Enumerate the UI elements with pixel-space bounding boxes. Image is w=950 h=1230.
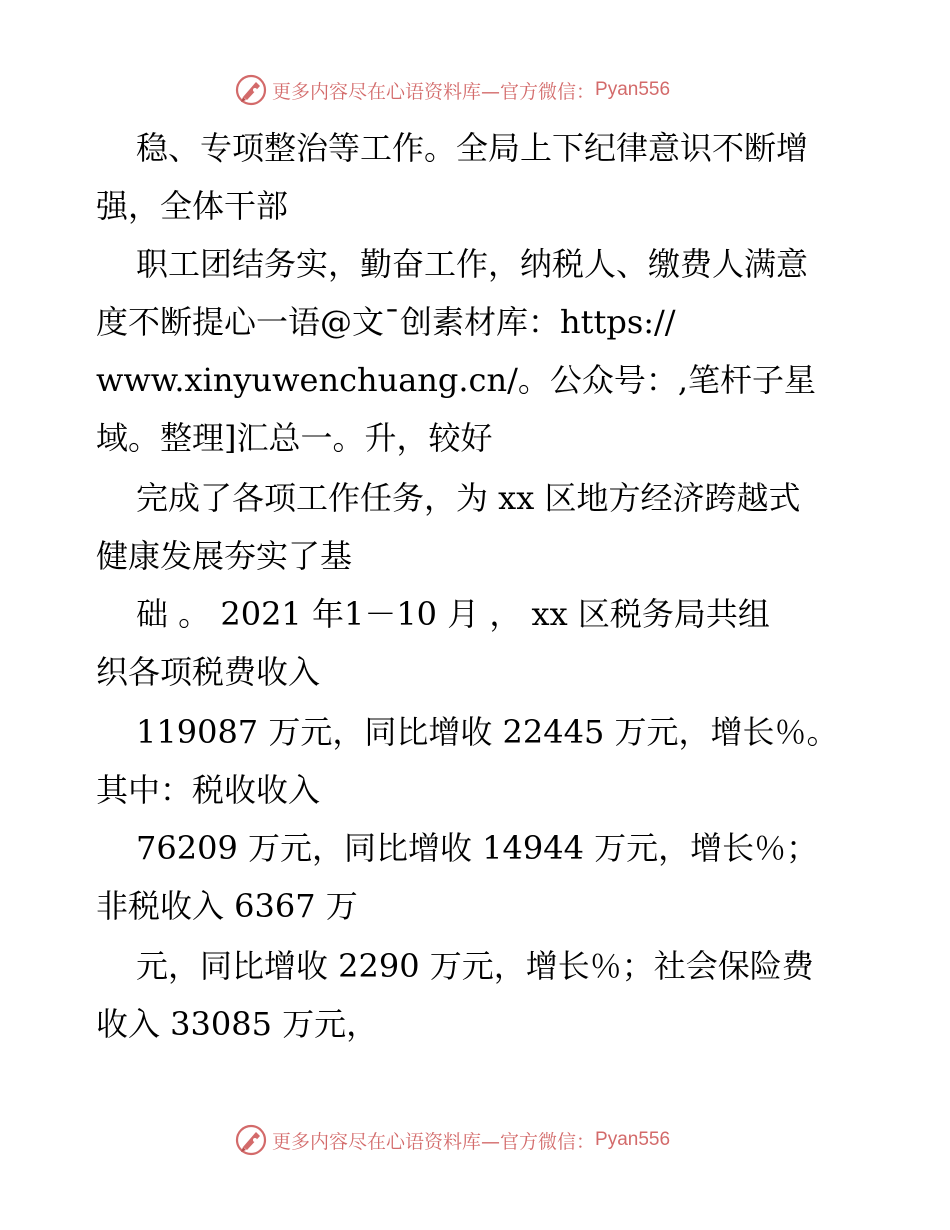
body-line: 76209 万元，同比增收 14944 万元，增长％； bbox=[136, 829, 819, 867]
watermark-wechat-id: Pyan556 bbox=[595, 1129, 671, 1150]
body-line: 收入 33085 万元， bbox=[96, 1005, 379, 1043]
body-line: 元，同比增收 2290 万元，增长％；社会保险费 bbox=[136, 947, 814, 985]
body-line: 健康发展夯实了基 bbox=[96, 537, 353, 575]
body-line: 职工团结务实，勤奋工作，纳税人、缴费人满意 bbox=[136, 245, 809, 283]
watermark-text: 更多内容尽在心语资料库—官方微信： bbox=[272, 80, 596, 103]
body-line: 稳、专项整治等工作。全局上下纪律意识不断增 bbox=[136, 129, 809, 167]
pen-logo-icon bbox=[234, 73, 268, 107]
footer-watermark bbox=[234, 1122, 754, 1158]
body-line: 域。整理]汇总一。升，较好 bbox=[96, 419, 493, 457]
body-line: 非税收入 6367 万 bbox=[96, 887, 358, 925]
header-watermark bbox=[234, 72, 754, 108]
body-line: 119087 万元，同比增收 22445 万元，增长％。 bbox=[136, 713, 839, 751]
pen-logo-icon bbox=[234, 1123, 268, 1157]
body-line: 织各项税费收入 bbox=[96, 653, 321, 691]
body-line: 其中：税收收入 bbox=[96, 771, 321, 809]
body-line: www.xinyuwenchuang.cn/。公众号：,笔杆子星 bbox=[96, 361, 817, 399]
body-line: 础 。 2021 年1－10 月 ， xx 区税务局共组 bbox=[136, 595, 770, 633]
watermark-wechat-id: Pyan556 bbox=[595, 79, 671, 100]
body-line: 强，全体干部 bbox=[96, 187, 289, 225]
watermark-text: 更多内容尽在心语资料库—官方微信： bbox=[272, 1130, 596, 1153]
body-line: 度不断提心一语@文¯创素材库：https:// bbox=[96, 303, 676, 341]
body-line: 完成了各项工作任务，为 xx 区地方经济跨越式 bbox=[136, 479, 801, 517]
